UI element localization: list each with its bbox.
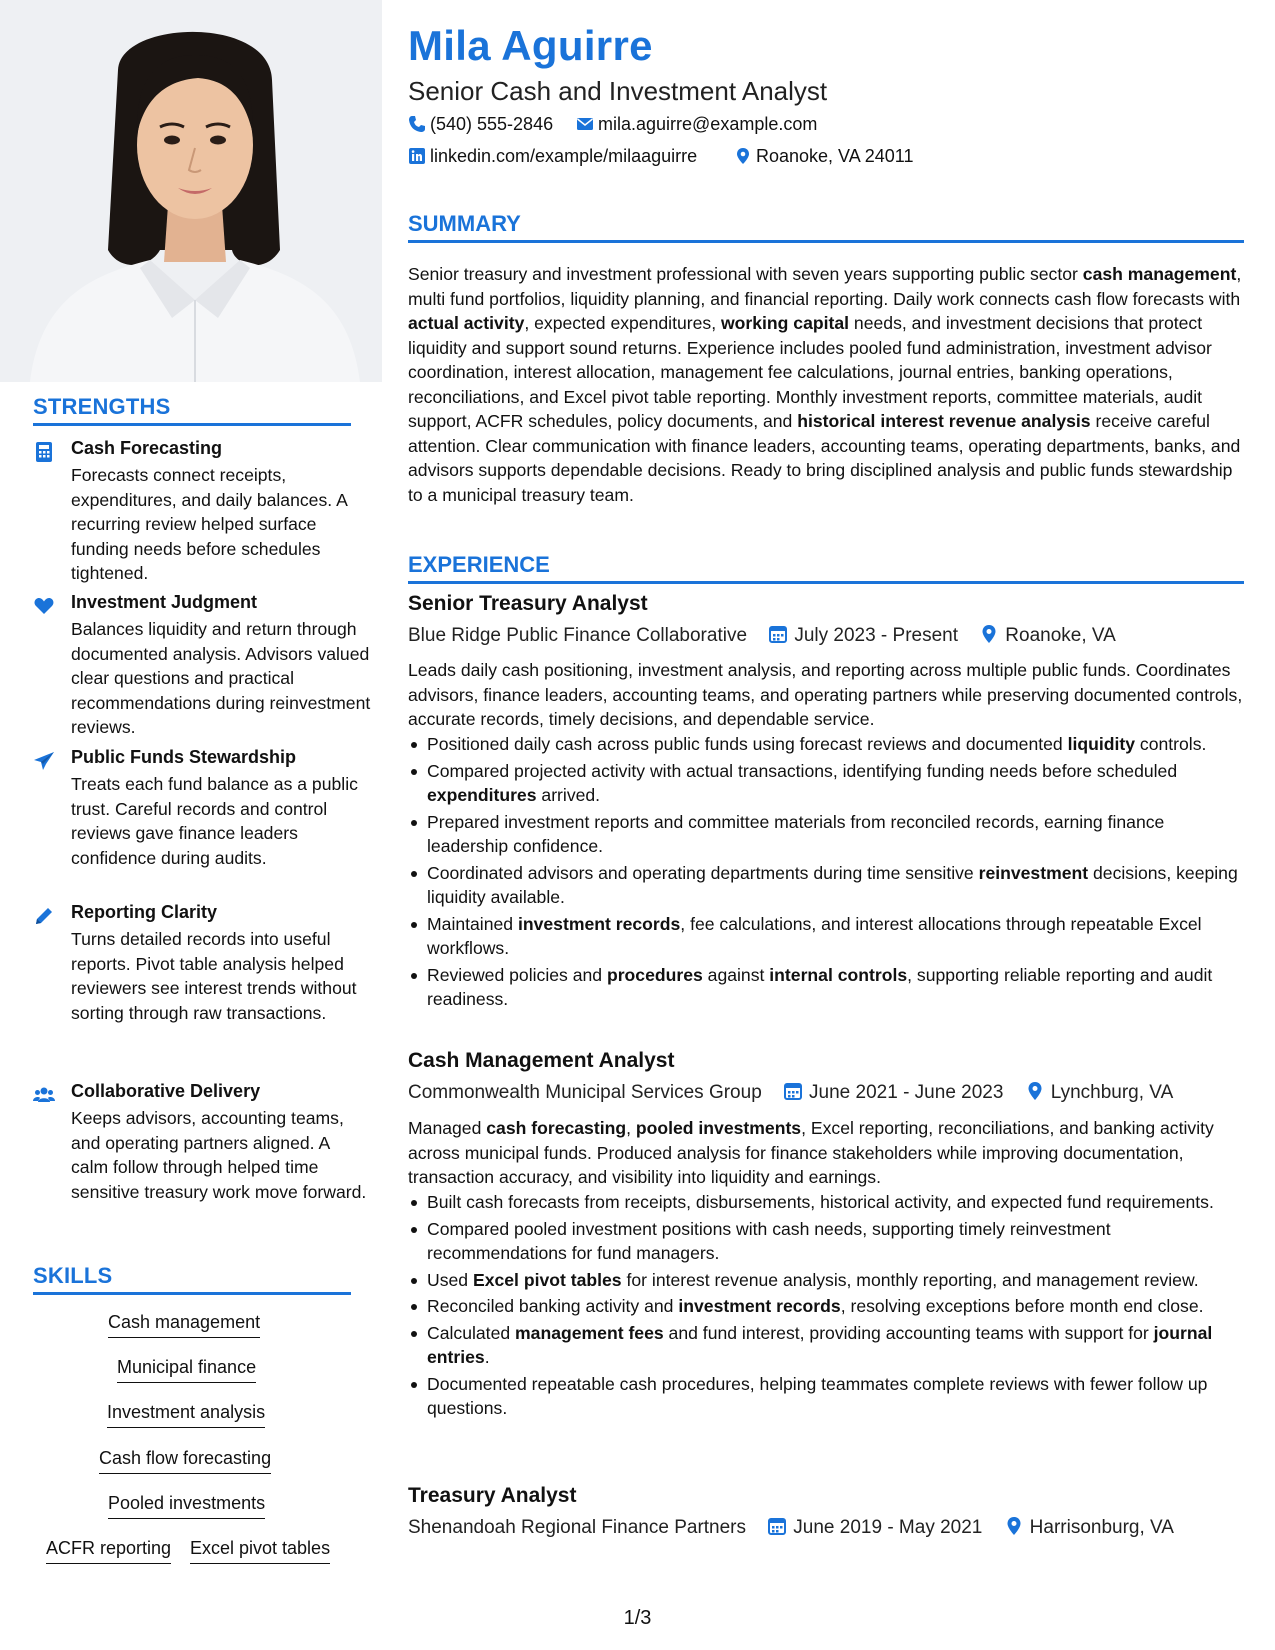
bold-keyword: liquidity — [1067, 734, 1136, 754]
strength-text: Forecasts connect receipts, expenditures, and daily balances. A recurring review helped surface funding needs before schedules tightened. — [71, 465, 347, 584]
calculator-icon — [33, 441, 55, 463]
profile-photo — [0, 0, 382, 382]
text-run: , resolving exceptions before month end close. — [840, 1296, 1204, 1316]
bold-keyword: pooled investments — [635, 1118, 802, 1138]
text-run: needs, and investment decisions that protect liquidity and support sound returns. Experience includes pooled fund administration, investment advisor coordination, interest allocation, management fee calculations, journal entries, banking operations, reconciliations, and Excel pivot table reporting. Monthly investment reports, committee materials, audit support, ACFR schedules, policy documents, and — [408, 313, 1212, 431]
summary-text — [408, 262, 1244, 507]
page-number: 1/3 — [623, 1607, 652, 1629]
calendar-icon — [768, 624, 788, 644]
calendar-icon — [767, 1516, 787, 1536]
job-location: Harrisonburg, VA — [1029, 1517, 1174, 1538]
skill-tag: ACFR reporting — [46, 1537, 171, 1564]
text-run: , — [626, 1118, 636, 1138]
job-bullets — [408, 732, 1244, 1014]
job-meta — [408, 624, 1116, 647]
bold-keyword: Excel pivot tables — [472, 1269, 622, 1290]
text-run: Reviewed policies and — [427, 964, 607, 985]
text-run: and fund interest, providing accounting teams with support for — [663, 1322, 1154, 1343]
text-run: Calculated — [427, 1322, 516, 1343]
bullet-item — [408, 1217, 1244, 1266]
skill-tag: Excel pivot tables — [190, 1537, 330, 1564]
strength-title: Cash Forecasting — [71, 438, 223, 458]
skill-tag: Cash flow forecasting — [99, 1447, 271, 1474]
text-run: Used — [427, 1269, 473, 1290]
text-run: , expected expenditures, — [524, 313, 721, 333]
bold-keyword: internal controls — [769, 964, 908, 985]
text-run: Managed — [408, 1118, 487, 1138]
bullet-item — [408, 963, 1244, 1012]
strength-title: Public Funds Stewardship — [71, 747, 297, 767]
bullet-item — [408, 810, 1244, 859]
job-dates: June 2021 - June 2023 — [809, 1082, 1004, 1103]
bold-keyword: actual activity — [408, 313, 525, 333]
bullet-item — [408, 732, 1244, 757]
job-location: Roanoke, VA — [1005, 625, 1116, 646]
pencil-icon — [33, 905, 55, 927]
job-company: Commonwealth Municipal Services Group — [408, 1082, 762, 1103]
job-bullets — [408, 1190, 1244, 1423]
job-description — [408, 1116, 1244, 1190]
email-text: mila.aguirre@example.com — [598, 114, 818, 134]
text-run: controls. — [1135, 734, 1207, 754]
envelope-icon — [576, 115, 594, 133]
job-dates: June 2019 - May 2021 — [793, 1517, 983, 1538]
experience-title: EXPERIENCE — [408, 552, 550, 577]
experience-rule — [408, 581, 1244, 584]
text-run: Built cash forecasts from receipts, disbursements, historical activity, and expected fund requirements. — [427, 1192, 1214, 1212]
summary-title: SUMMARY — [408, 211, 521, 236]
calendar-icon — [783, 1081, 803, 1101]
job-location: Lynchburg, VA — [1050, 1082, 1174, 1103]
text-run: Prepared investment reports and committee materials from reconciled records, earning finance leadership confidence. — [427, 811, 1165, 856]
phone-text: (540) 555-2846 — [430, 114, 554, 134]
phone-icon — [408, 115, 426, 133]
bullet-item — [408, 1294, 1244, 1319]
strengths-title: STRENGTHS — [33, 394, 171, 419]
bullet-item — [408, 912, 1244, 961]
text-run: , multi fund portfolios, liquidity planning, and financial reporting. Daily work connects cash flow forecasts with — [408, 264, 1242, 309]
skills-rule — [33, 1292, 351, 1295]
job-dates: July 2023 - Present — [794, 625, 959, 646]
bullet-item — [408, 861, 1244, 910]
bold-keyword: investment records — [517, 913, 681, 934]
text-run: Leads daily cash positioning, investment analysis, and reporting across multiple public funds. Coordinates advisors, finance leaders, accounting teams, and operating partners while preserving documented controls, accurate records, timely decisions, and dependable service. — [408, 660, 1243, 729]
map-pin-icon — [734, 147, 752, 165]
job-meta — [408, 1516, 1174, 1539]
text-run: Senior treasury and investment professional with seven years supporting public sector — [408, 264, 1083, 284]
strength-title: Collaborative Delivery — [71, 1081, 261, 1101]
bullet-item — [408, 1190, 1244, 1215]
strength-title: Reporting Clarity — [71, 902, 218, 922]
map-pin-icon — [1025, 1081, 1045, 1101]
bullet-item — [408, 1268, 1244, 1293]
map-pin-icon — [1004, 1516, 1024, 1536]
skill-tag: Investment analysis — [107, 1401, 265, 1428]
job-title: Senior Treasury Analyst — [408, 592, 648, 615]
skill-tag: Pooled investments — [108, 1492, 265, 1519]
text-run: arrived. — [536, 785, 601, 805]
job-title: Treasury Analyst — [408, 1484, 577, 1507]
bullet-item — [408, 1372, 1244, 1421]
text-run: Compared projected activity with actual transactions, identifying funding needs before scheduled — [427, 760, 1178, 781]
heart-icon — [33, 595, 55, 617]
linkedin-icon — [408, 147, 426, 165]
skill-tag: Cash management — [108, 1311, 260, 1338]
bold-keyword: reinvestment — [978, 862, 1089, 883]
strength-text: Treats each fund balance as a public trust. Careful records and control reviews gave finance leaders confidence during audits. — [71, 774, 358, 868]
text-run: Documented repeatable cash procedures, helping teammates complete reviews with fewer follow up questions. — [427, 1373, 1208, 1418]
text-run: receive careful attention. Clear communication with finance leaders, accounting teams, operating departments, banks, and advisors supports dependable decisions. Ready to bring disciplined analysis and public funds stewardship to a municipal treasury team. — [408, 411, 1241, 505]
map-pin-icon — [979, 624, 999, 644]
strength-item — [33, 902, 363, 1042]
text-run: Coordinated advisors and operating departments during time sensitive — [427, 862, 979, 883]
left-column — [0, 0, 382, 1650]
strength-text: Keeps advisors, accounting teams, and operating partners aligned. A calm follow through helped time sensitive treasury work move forward. — [71, 1108, 367, 1202]
text-run: for interest revenue analysis, monthly reporting, and management review. — [621, 1269, 1199, 1290]
bold-keyword: cash forecasting — [486, 1118, 627, 1138]
bold-keyword: procedures — [606, 964, 703, 985]
strength-item — [33, 747, 363, 887]
bullet-item — [408, 1321, 1244, 1370]
text-run: , Excel reporting, reconciliations, and banking activity across municipal funds. Produced analysis for finance stakeholders while improving documentation, transaction accuracy, and visibility into liquidity and earnings. — [408, 1118, 1214, 1187]
bold-keyword: expenditures — [427, 785, 537, 805]
linkedin-text: linkedin.com/example/milaaguirre — [430, 146, 698, 166]
text-run: , fee calculations, and interest allocations through repeatable Excel workflows. — [427, 913, 1202, 958]
text-run: Positioned daily cash across public funds using forecast reviews and documented — [427, 734, 1068, 754]
strengths-rule — [33, 423, 351, 426]
strength-item — [33, 1081, 367, 1221]
text-run: Reconciled banking activity and — [427, 1296, 679, 1316]
strength-item — [33, 592, 371, 738]
text-run: , supporting reliable reporting and audit readiness. — [427, 964, 1213, 1009]
bold-keyword: investment records — [678, 1296, 841, 1316]
text-run: decisions, keeping liquidity available. — [427, 862, 1238, 907]
job-company: Shenandoah Regional Finance Partners — [408, 1517, 747, 1538]
location-text: Roanoke, VA 24011 — [756, 146, 914, 166]
text-run: Maintained — [427, 913, 518, 934]
users-icon — [33, 1084, 55, 1106]
bold-keyword: working capital — [720, 313, 850, 333]
skill-tag: Municipal finance — [117, 1356, 256, 1383]
candidate-headline: Senior Cash and Investment Analyst — [408, 76, 828, 106]
linkedin-contact[interactable] — [408, 146, 697, 167]
email-contact[interactable] — [576, 114, 817, 135]
text-run: . — [484, 1347, 490, 1367]
phone-contact[interactable] — [408, 114, 553, 135]
job-description — [408, 658, 1244, 732]
strength-text: Turns detailed records into useful reports. Pivot table analysis helped reviewers see interest trends without sorting through raw transactions. — [71, 929, 357, 1023]
bold-keyword: historical interest revenue analysis — [797, 411, 1091, 431]
bold-keyword: management fees — [515, 1322, 664, 1343]
skills-title: SKILLS — [33, 1263, 113, 1288]
bullet-item — [408, 759, 1244, 808]
text-run: against — [702, 964, 770, 985]
strength-item — [33, 438, 363, 584]
job-title: Cash Management Analyst — [408, 1049, 675, 1072]
candidate-name: Mila Aguirre — [408, 22, 653, 69]
strength-title: Investment Judgment — [71, 592, 258, 612]
text-run: Compared pooled investment positions with cash needs, supporting timely reinvestment recommendations for fund managers. — [427, 1218, 1111, 1263]
bold-keyword: journal entries — [427, 1322, 1213, 1367]
summary-rule — [408, 240, 1244, 243]
job-company: Blue Ridge Public Finance Collaborative — [408, 625, 748, 646]
location-contact — [734, 146, 913, 167]
job-meta — [408, 1081, 1173, 1104]
strength-text: Balances liquidity and return through documented analysis. Advisors valued clear questions and practical recommendations during reinvestment reviews. — [71, 619, 371, 738]
bold-keyword: cash management — [1082, 264, 1237, 284]
paper-plane-icon — [33, 750, 55, 772]
